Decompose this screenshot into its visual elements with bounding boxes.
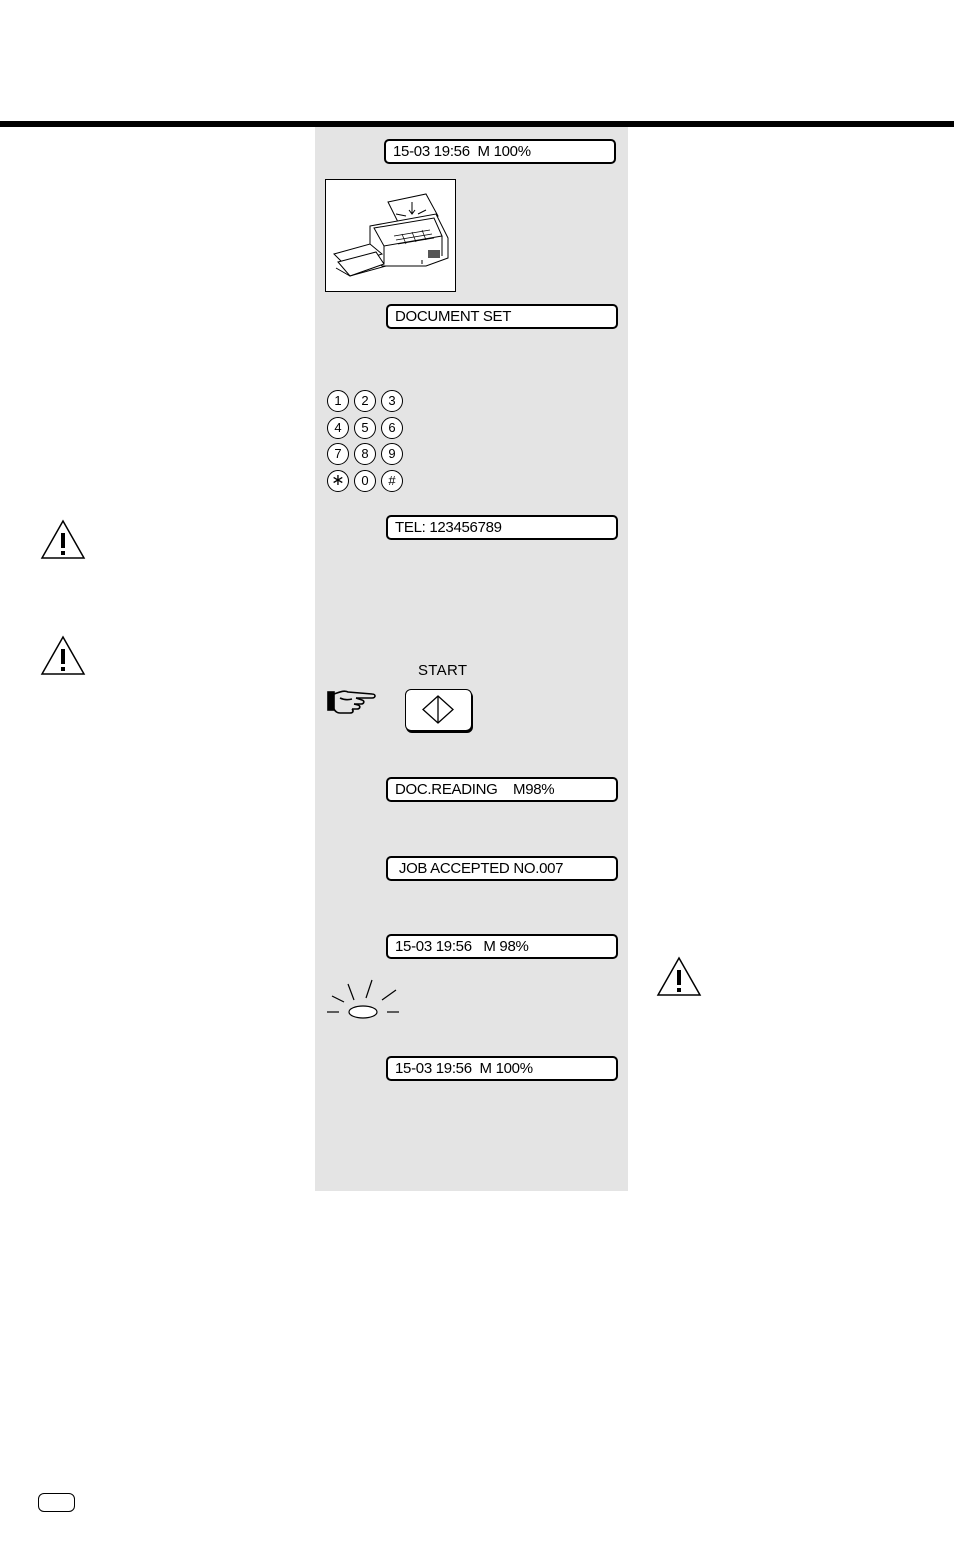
warning-triangle-icon [40,518,86,560]
lcd-display-idle-final: 15-03 19:56 M 100% [386,1056,618,1081]
start-label: START [418,662,468,679]
key-4[interactable]: 4 [327,417,349,439]
key-0[interactable]: 0 [354,470,376,492]
lcd-display-status: 15-03 19:56 M 98% [386,934,618,959]
lcd-display-job-accepted: JOB ACCEPTED NO.007 [386,856,618,881]
blinking-led-icon [326,978,402,1022]
lcd-display-document-set: DOCUMENT SET [386,304,618,329]
lcd-display-idle: 15-03 19:56 M 100% [384,139,616,164]
key-9[interactable]: 9 [381,443,403,465]
key-2[interactable]: 2 [354,390,376,412]
warning-triangle-icon [40,634,86,676]
key-1[interactable]: 1 [327,390,349,412]
start-button[interactable] [405,689,472,731]
key-3[interactable]: 3 [381,390,403,412]
warning-triangle-icon [656,955,702,997]
key-8[interactable]: 8 [354,443,376,465]
start-diamond-icon [406,690,470,729]
key-hash[interactable]: # [381,470,403,492]
key-5[interactable]: 5 [354,417,376,439]
fax-machine-icon [326,180,455,291]
key-7[interactable]: 7 [327,443,349,465]
key-6[interactable]: 6 [381,417,403,439]
lcd-display-tel: TEL: 123456789 [386,515,618,540]
pointing-hand-icon [326,686,378,716]
lcd-display-doc-reading: DOC.READING M98% [386,777,618,802]
key-star[interactable]: ∗ [327,470,349,492]
fax-machine-illustration [325,179,456,292]
page-badge [38,1493,75,1512]
